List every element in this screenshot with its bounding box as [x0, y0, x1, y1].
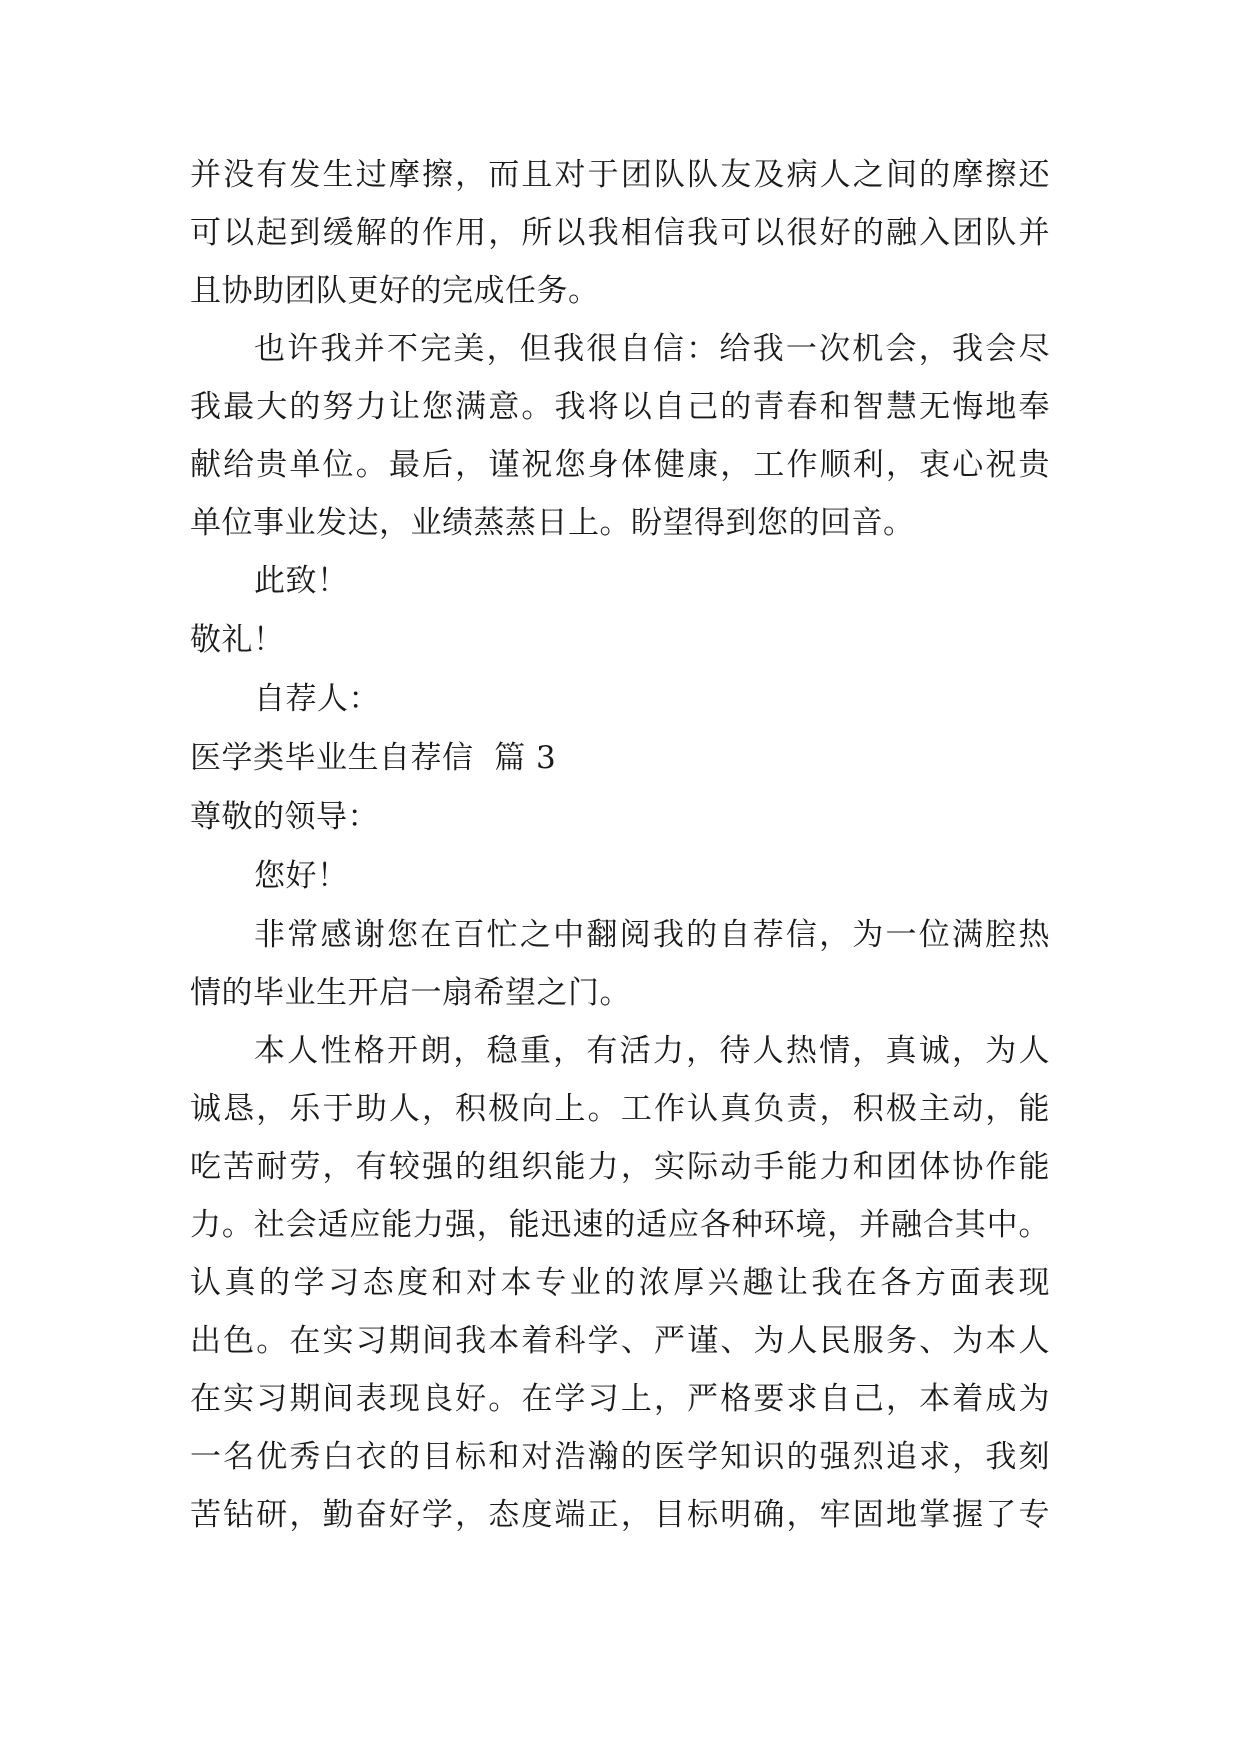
closing-salutation: 此致！	[254, 563, 349, 599]
text-line: 一名优秀白衣的目标和对浩瀚的医学知识的强烈追求，我刻	[190, 1439, 1050, 1475]
section-heading: 医学类毕业生自荐信 篇 3	[190, 740, 557, 776]
closing-regards: 敬礼！	[190, 622, 285, 658]
text-line: 诚恳，乐于助人，积极向上。工作认真负责，积极主动，能	[190, 1091, 1050, 1127]
text-line: 并没有发生过摩擦，而且对于团队队友及病人之间的摩擦还	[190, 157, 1050, 193]
text-line: 苦钻研，勤奋好学，态度端正，目标明确，牢固地掌握了专	[190, 1497, 1050, 1533]
signature-label: 自荐人：	[254, 681, 380, 717]
text-line: 非常感谢您在百忙之中翻阅我的自荐信，为一位满腔热	[254, 917, 1050, 953]
text-line: 我最大的努力让您满意。我将以自己的青春和智慧无悔地奉	[190, 389, 1050, 425]
text-line: 在实习期间表现良好。在学习上，严格要求自己，本着成为	[190, 1381, 1050, 1417]
text-line: 可以起到缓解的作用，所以我相信我可以很好的融入团队并	[190, 215, 1050, 251]
greeting-recipient: 尊敬的领导：	[190, 799, 379, 835]
text-line: 情的毕业生开启一扇希望之门。	[190, 975, 631, 1011]
text-line: 出色。在实习期间我本着科学、严谨、为人民服务、为本人	[190, 1323, 1050, 1359]
text-line: 本人性格开朗，稳重，有活力，待人热情，真诚，为人	[254, 1033, 1050, 1069]
text-line: 力。社会适应能力强，能迅速的适应各种环境，并融合其中。	[190, 1207, 1050, 1243]
text-line: 单位事业发达，业绩蒸蒸日上。盼望得到您的回音。	[190, 505, 915, 541]
letter-body	[190, 155, 1050, 1535]
text-line: 吃苦耐劳，有较强的组织能力，实际动手能力和团体协作能	[190, 1149, 1050, 1185]
text-line: 也许我并不完美，但我很自信：给我一次机会，我会尽	[254, 331, 1050, 367]
text-line: 认真的学习态度和对本专业的浓厚兴趣让我在各方面表现	[190, 1265, 1050, 1301]
greeting: 您好！	[254, 858, 349, 894]
text-line: 献给贵单位。最后，谨祝您身体健康，工作顺利，衷心祝贵	[190, 447, 1050, 483]
text-line: 且协助团队更好的完成任务。	[190, 273, 600, 309]
